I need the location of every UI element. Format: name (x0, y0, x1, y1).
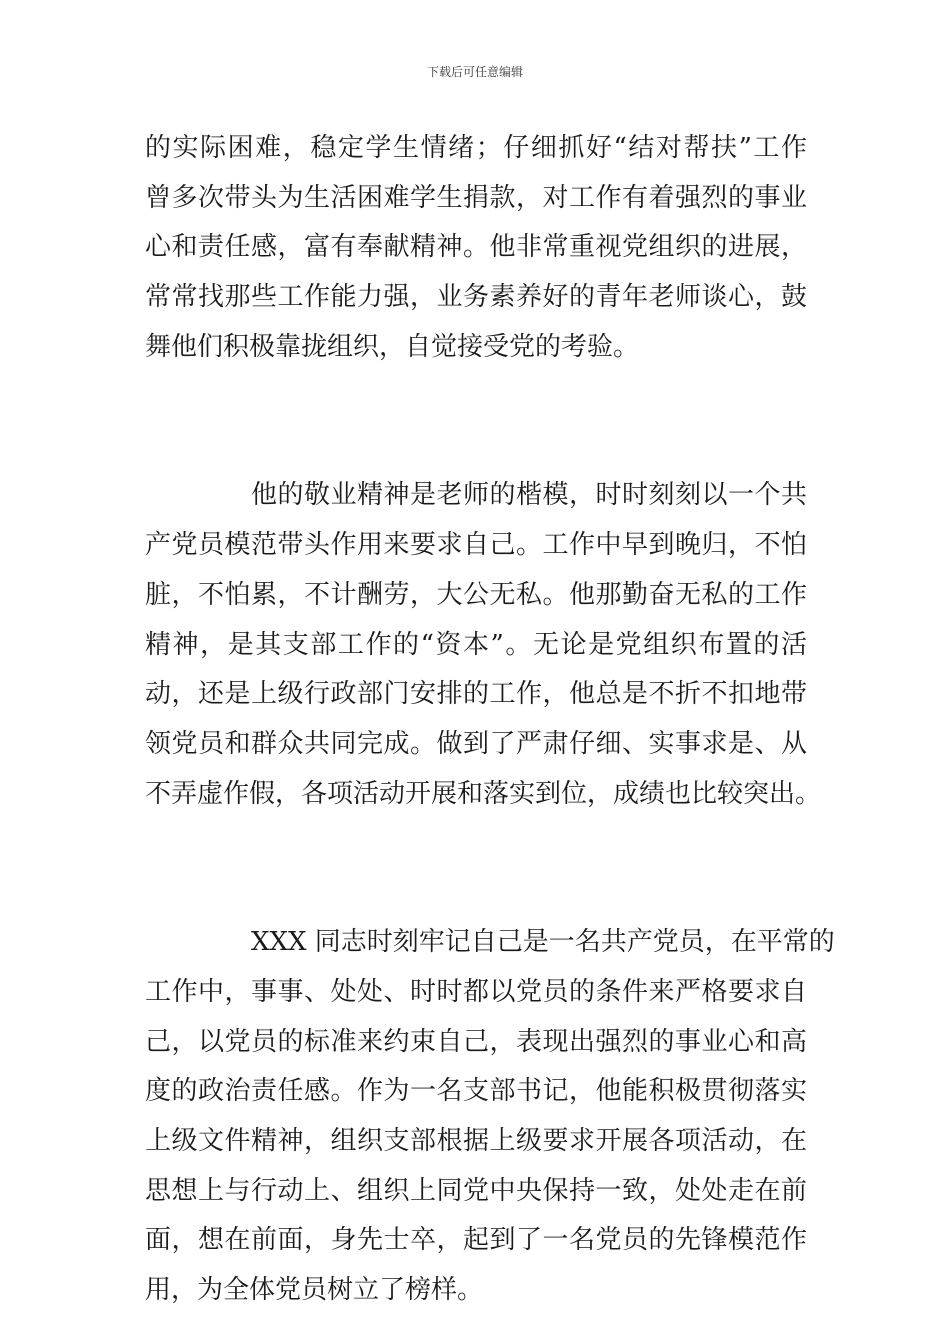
paragraph-line: 的实际困难，稳定学生情绪；仔细抓好“结对帮扶”工作 (145, 133, 807, 163)
paragraph-line: 面，想在前面，身先士卒，起到了一名党员的先锋模范作 (145, 1225, 807, 1256)
paragraph-line: 动，还是上级行政部门安排的工作，他总是不折不扣地带 (145, 679, 807, 710)
paragraph-1 (145, 124, 807, 372)
paragraph-line: 曾多次带头为生活困难学生捐款，对工作有着强烈的事业 (145, 182, 807, 213)
paragraph-spacer (145, 819, 807, 918)
paragraph-2 (145, 471, 822, 819)
paragraph-line: 不弄虚作假，各项活动开展和落实到位，成绩也比较突出。 (145, 778, 822, 809)
paragraph-3 (145, 918, 835, 1316)
paragraph-line: 常常找那些工作能力强，业务素养好的青年老师谈心，鼓 (145, 282, 807, 313)
paragraph-line: 领党员和群众共同完成。做到了严肃仔细、实事求是、从 (145, 728, 807, 759)
paragraph-line: 用，为全体党员树立了榜样。 (145, 1275, 484, 1306)
paragraph-line: 心和责任感，富有奉献精神。他非常重视党组织的进展， (145, 232, 807, 263)
paragraph-line: 上级文件精神，组织支部根据上级要求开展各项活动，在 (145, 1126, 807, 1156)
paragraph-line: 舞他们积极靠拢组织，自觉接受党的考验。 (145, 331, 640, 362)
paragraph-line: 思想上与行动上、组织上同党中央保持一致，处处走在前 (145, 1175, 807, 1206)
paragraph-line: XXX 同志时刻牢记自己是一名共产党员，在平常的 (251, 927, 835, 958)
page-header-note: 下载后可任意编辑 (426, 65, 523, 79)
paragraph-line: 己，以党员的标准来约束自己，表现出强烈的事业心和高 (145, 1026, 807, 1057)
paragraph-line: 产党员模范带头作用来要求自己。工作中早到晚归，不怕 (145, 530, 807, 561)
paragraph-line: 工作中，事事、处处、时时都以党员的条件来严格要求自 (145, 976, 807, 1007)
document-body (145, 124, 835, 1316)
paragraph-line: 他的敬业精神是老师的楷模，时时刻刻以一个共 (251, 480, 807, 511)
paragraph-line: 脏，不怕累，不计酬劳，大公无私。他那勤奋无私的工作 (145, 579, 807, 610)
paragraph-spacer (145, 372, 807, 471)
paragraph-line: 度的政治责任感。作为一名支部书记，他能积极贯彻落实 (145, 1076, 807, 1107)
paragraph-line: 精神，是其支部工作的“资本”。无论是党组织布置的活 (145, 629, 807, 660)
